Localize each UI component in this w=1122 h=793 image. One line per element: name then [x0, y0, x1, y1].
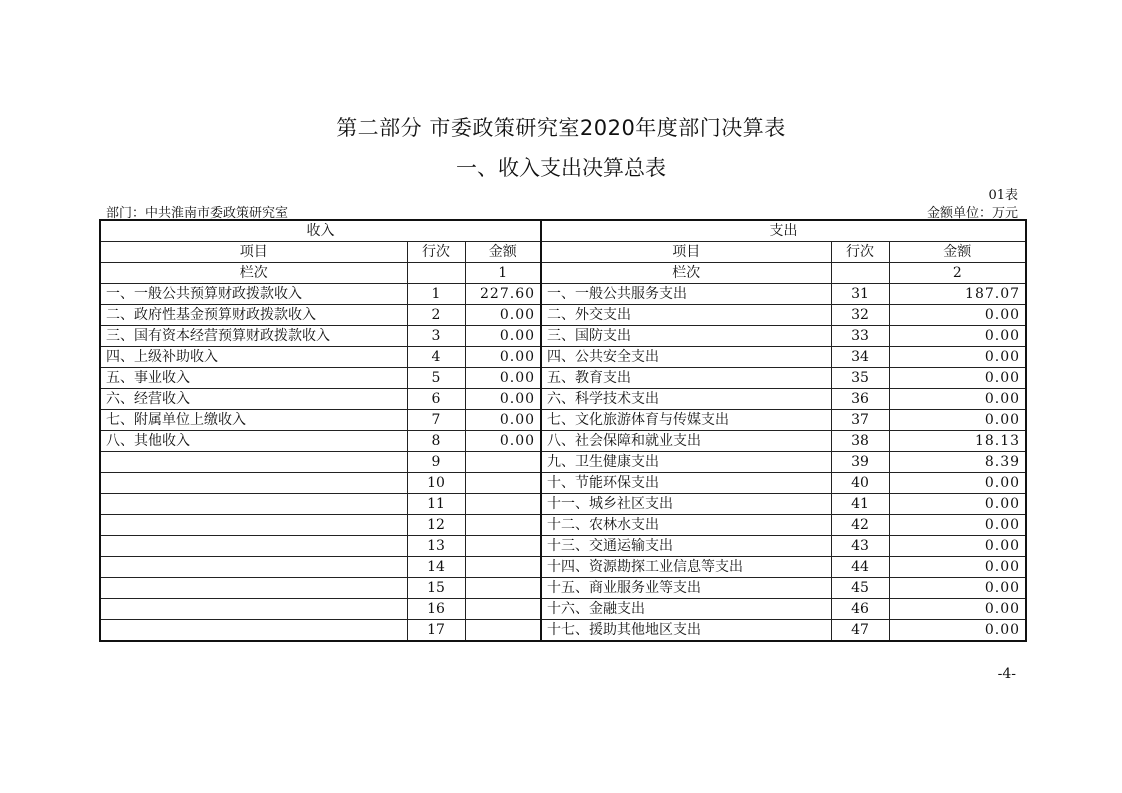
expense-item-cell: 十四、资源勘探工业信息等支出 [541, 557, 831, 578]
table-row [100, 473, 1026, 494]
income-rowno-cell: 9 [407, 452, 465, 473]
table-row [100, 284, 1026, 305]
section-header-row [100, 220, 1026, 242]
income-amount-header: 金额 [465, 242, 541, 263]
expense-amount-cell: 18.13 [889, 431, 1026, 452]
expense-header: 支出 [541, 220, 1026, 242]
income-amount-cell: 227.60 [465, 284, 541, 305]
income-amount-cell [465, 515, 541, 536]
table-row [100, 452, 1026, 473]
income-rowno-cell: 12 [407, 515, 465, 536]
income-amount-cell: 0.00 [465, 368, 541, 389]
income-item-cell: 七、附属单位上缴收入 [100, 410, 407, 431]
income-rowno-cell: 7 [407, 410, 465, 431]
income-item-header: 项目 [100, 242, 407, 263]
table-subtitle: 一、收入支出决算总表 [456, 156, 666, 180]
expense-amount-cell: 0.00 [889, 473, 1026, 494]
income-amount-cell [465, 473, 541, 494]
table-row [100, 599, 1026, 620]
expense-rowno-cell: 31 [831, 284, 889, 305]
income-amount-index: 1 [465, 263, 541, 284]
expense-amount-cell: 0.00 [889, 305, 1026, 326]
income-rowno-cell: 15 [407, 578, 465, 599]
income-amount-cell: 0.00 [465, 326, 541, 347]
expense-rowno-cell: 38 [831, 431, 889, 452]
table-row [100, 620, 1026, 642]
expense-item-cell: 十五、商业服务业等支出 [541, 578, 831, 599]
expense-amount-cell: 0.00 [889, 494, 1026, 515]
income-rowno-cell: 16 [407, 599, 465, 620]
income-item-cell [100, 557, 407, 578]
income-amount-cell: 0.00 [465, 410, 541, 431]
expense-item-cell: 七、文化旅游体育与传媒支出 [541, 410, 831, 431]
income-item-cell: 一、一般公共预算财政拨款收入 [100, 284, 407, 305]
expense-rowno-cell: 33 [831, 326, 889, 347]
expense-amount-cell: 0.00 [889, 410, 1026, 431]
income-amount-cell: 0.00 [465, 347, 541, 368]
expense-amount-index: 2 [889, 263, 1026, 284]
income-amount-cell [465, 536, 541, 557]
expense-rowno-cell: 35 [831, 368, 889, 389]
expense-item-cell: 九、卫生健康支出 [541, 452, 831, 473]
income-amount-cell: 0.00 [465, 389, 541, 410]
income-item-cell: 八、其他收入 [100, 431, 407, 452]
income-amount-cell [465, 452, 541, 473]
expense-rowno-cell: 46 [831, 599, 889, 620]
income-rowno-cell: 6 [407, 389, 465, 410]
expense-rowno-header: 行次 [831, 242, 889, 263]
expense-rowno-cell: 36 [831, 389, 889, 410]
expense-rowno-cell: 34 [831, 347, 889, 368]
expense-item-cell: 三、国防支出 [541, 326, 831, 347]
income-amount-cell [465, 557, 541, 578]
form-number: 01表 [988, 188, 1018, 203]
income-item-cell [100, 515, 407, 536]
expense-amount-cell: 0.00 [889, 557, 1026, 578]
income-amount-cell [465, 494, 541, 515]
expense-item-cell: 十二、农林水支出 [541, 515, 831, 536]
expense-amount-cell: 0.00 [889, 515, 1026, 536]
income-rowno-cell: 13 [407, 536, 465, 557]
table-row [100, 326, 1026, 347]
income-item-cell [100, 599, 407, 620]
expense-amount-cell: 0.00 [889, 368, 1026, 389]
expense-amount-cell: 0.00 [889, 578, 1026, 599]
column-index-row [100, 263, 1026, 284]
expense-rowno-cell: 32 [831, 305, 889, 326]
expense-rowno-cell: 47 [831, 620, 889, 642]
table-row [100, 305, 1026, 326]
income-item-cell: 五、事业收入 [100, 368, 407, 389]
expense-rowno-cell: 43 [831, 536, 889, 557]
income-rowno-cell: 3 [407, 326, 465, 347]
expense-amount-cell: 0.00 [889, 620, 1026, 642]
expense-item-cell: 十、节能环保支出 [541, 473, 831, 494]
expense-rowno-index [831, 263, 889, 284]
expense-amount-cell: 0.00 [889, 599, 1026, 620]
expense-rowno-cell: 45 [831, 578, 889, 599]
expense-item-cell: 八、社会保障和就业支出 [541, 431, 831, 452]
expense-rowno-cell: 39 [831, 452, 889, 473]
income-amount-cell [465, 578, 541, 599]
expense-amount-cell: 0.00 [889, 536, 1026, 557]
income-item-cell: 三、国有资本经营预算财政拨款收入 [100, 326, 407, 347]
expense-rowno-cell: 40 [831, 473, 889, 494]
income-rowno-cell: 5 [407, 368, 465, 389]
income-column-label: 栏次 [100, 263, 407, 284]
expense-rowno-cell: 37 [831, 410, 889, 431]
income-rowno-index [407, 263, 465, 284]
income-rowno-cell: 11 [407, 494, 465, 515]
income-amount-cell: 0.00 [465, 431, 541, 452]
table-row [100, 494, 1026, 515]
income-rowno-header: 行次 [407, 242, 465, 263]
expense-amount-cell: 187.07 [889, 284, 1026, 305]
income-header: 收入 [100, 220, 541, 242]
expense-item-cell: 一、一般公共服务支出 [541, 284, 831, 305]
income-rowno-cell: 10 [407, 473, 465, 494]
table-row [100, 368, 1026, 389]
column-header-row [100, 242, 1026, 263]
expense-item-cell: 六、科学技术支出 [541, 389, 831, 410]
expense-amount-cell: 0.00 [889, 389, 1026, 410]
income-rowno-cell: 14 [407, 557, 465, 578]
income-item-cell: 二、政府性基金预算财政拨款收入 [100, 305, 407, 326]
table-row [100, 431, 1026, 452]
income-item-cell [100, 473, 407, 494]
expense-item-cell: 十六、金融支出 [541, 599, 831, 620]
expense-item-cell: 二、外交支出 [541, 305, 831, 326]
expense-item-cell: 十三、交通运输支出 [541, 536, 831, 557]
department-label: 部门：中共淮南市委政策研究室 [106, 206, 289, 221]
expense-item-cell: 五、教育支出 [541, 368, 831, 389]
table-row [100, 515, 1026, 536]
income-item-cell [100, 536, 407, 557]
expense-rowno-cell: 42 [831, 515, 889, 536]
income-rowno-cell: 8 [407, 431, 465, 452]
income-item-cell: 四、上级补助收入 [100, 347, 407, 368]
expense-amount-header: 金额 [889, 242, 1026, 263]
table-row [100, 347, 1026, 368]
income-rowno-cell: 2 [407, 305, 465, 326]
income-item-cell: 六、经营收入 [100, 389, 407, 410]
expense-column-label: 栏次 [541, 263, 831, 284]
expense-item-cell: 十一、城乡社区支出 [541, 494, 831, 515]
income-item-cell [100, 494, 407, 515]
income-rowno-cell: 1 [407, 284, 465, 305]
unit-label: 金额单位：万元 [926, 206, 1018, 221]
income-amount-cell [465, 599, 541, 620]
income-rowno-cell: 4 [407, 347, 465, 368]
expense-item-cell: 十七、援助其他地区支出 [541, 620, 831, 642]
table-row [100, 410, 1026, 431]
table-row [100, 578, 1026, 599]
expense-amount-cell: 8.39 [889, 452, 1026, 473]
expense-item-cell: 四、公共安全支出 [541, 347, 831, 368]
expense-rowno-cell: 44 [831, 557, 889, 578]
income-item-cell [100, 452, 407, 473]
expense-amount-cell: 0.00 [889, 347, 1026, 368]
income-item-cell [100, 578, 407, 599]
income-amount-cell [465, 620, 541, 642]
page-number: -4- [997, 666, 1016, 682]
income-amount-cell: 0.00 [465, 305, 541, 326]
expense-item-header: 项目 [541, 242, 831, 263]
page-title: 第二部分 市委政策研究室2020年度部门决算表 [336, 116, 786, 140]
income-rowno-cell: 17 [407, 620, 465, 642]
income-item-cell [100, 620, 407, 642]
expense-rowno-cell: 41 [831, 494, 889, 515]
income-expense-table [99, 219, 1027, 642]
expense-amount-cell: 0.00 [889, 326, 1026, 347]
table-row [100, 557, 1026, 578]
table-row [100, 536, 1026, 557]
table-row [100, 389, 1026, 410]
